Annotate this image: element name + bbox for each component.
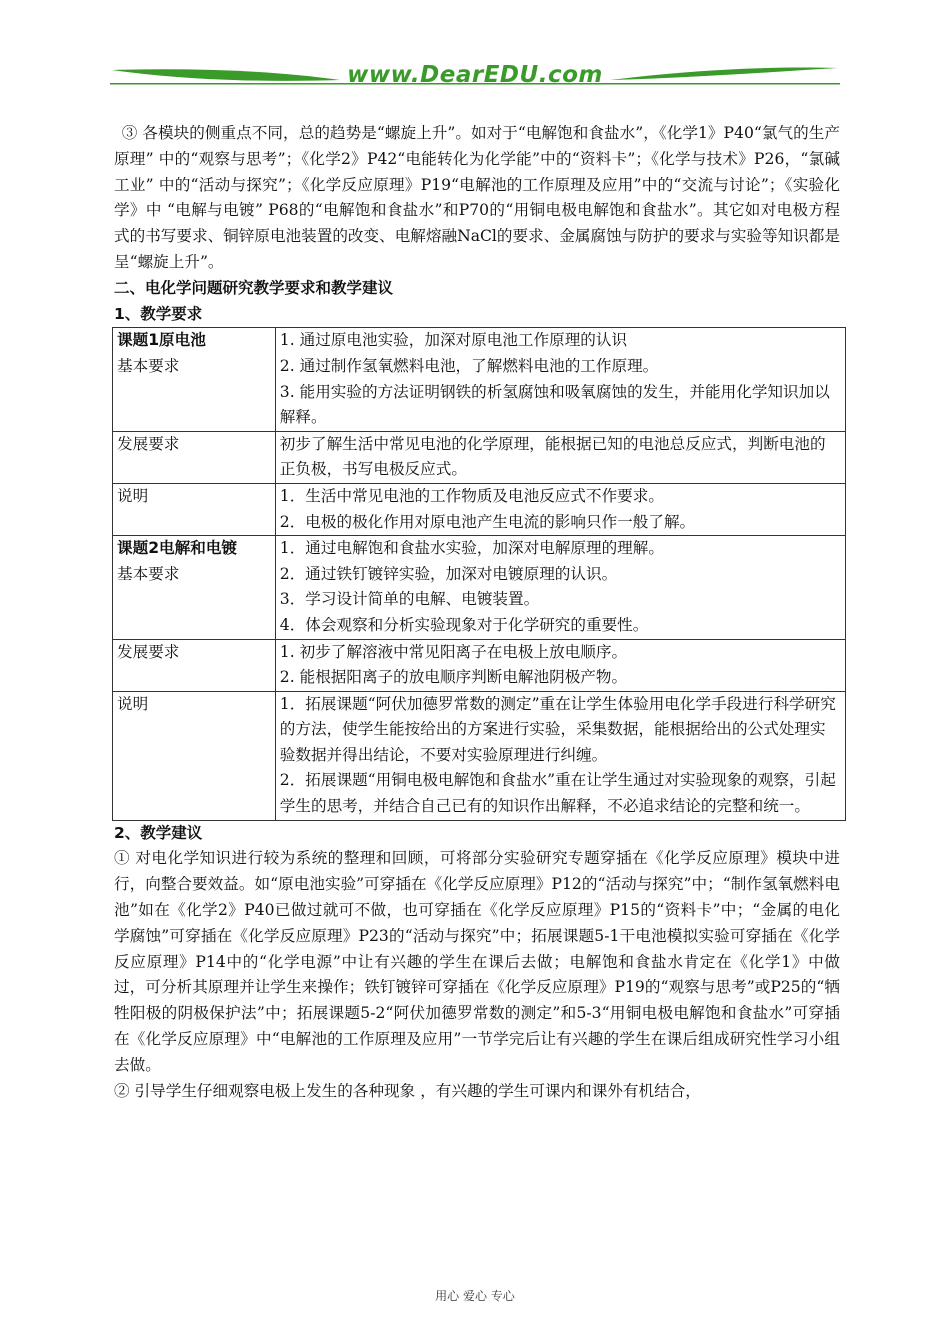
list-item: 4．体会观察和分析实验现象对于化学研究的重要性。 [279, 615, 649, 634]
list-item: 2．拓展课题“用铜电极电解饱和食盐水”重在让学生通过对实验现象的观察，引起学生的思考，并结合自己已有的知识作出解释，不必追求结论的完整和统一。 [279, 771, 836, 816]
row-label: 发展要求 [117, 642, 180, 661]
row-label: 基本要求 [117, 564, 180, 583]
list-item: 2. 能根据阳离子的放电顺序判断电解池阴极产物。 [279, 668, 628, 687]
table-cell-content [275, 691, 845, 820]
table-cell-label [113, 431, 276, 483]
table-cell-content [275, 483, 845, 535]
row-label: 发展要求 [117, 434, 180, 453]
section-two-title: 二、电化学问题研究教学要求和教学建议 [114, 278, 394, 297]
list-item: 初步了解生活中常见电池的化学原理，能根据已知的电池总反应式，判断电池的正负极，书写电极反应式。 [279, 434, 826, 479]
page-footer: 用心 爱心 专心 [435, 1289, 515, 1303]
table-cell-content [275, 431, 845, 483]
topic-title: 课题2电解和电镀 [117, 539, 238, 558]
topic-title: 课题1原电池 [117, 331, 206, 350]
intro-paragraph: ③ 各模块的侧重点不同，总的趋势是“螺旋上升”。如对于“电解饱和食盐水”，《化学1》P40“氯气的生产原理” 中的“观察与思考”；《化学2》P42“电能转化为化学能”中的“资料卡”；《化学与技术》P26，“氯碱工业” 中的“活动与探究”；《化学反应原理》P19“电解池的工作原理及应用”中的“交流与讨论”；《实验化学》中 “电解与电镀” P68的“电解饱和食盐水”和P70的“用铜电极电解饱和食盐水”。其它如对电极方程式的书写要求、铜锌原电池装置的改变、电解熔融NaCl的要求、金属腐蚀与防护的要求与实验等知识都是呈“螺旋上升”。 [114, 124, 840, 271]
list-item: 2．通过铁钉镀锌实验，加深对电镀原理的认识。 [279, 564, 618, 583]
table-row [113, 639, 846, 691]
suggestion-paragraph: ① 对电化学知识进行较为系统的整理和回顾，可将部分实验研究专题穿插在《化学反应原理》模块中进行，向整合要效益。如“原电池实验”可穿插在《化学反应原理》P12的“活动与探究”中；“制作氢氧燃料电池”如在《化学2》P40已做过就可不做，也可穿插在《化学反应原理》P15的“资料卡”中；“金属的电化学腐蚀”可穿插在《化学反应原理》P23的“活动与探究”中；拓展课题5-1干电池模拟实验可穿插在《化学反应原理》P14中的“化学电源”中让有兴趣的学生在课后去做；电解饱和食盐水肯定在《化学1》中做过，可分析其原理并让学生来操作；铁钉镀锌可穿插在《化学反应原理》P19的“观察与思考”或P25的“牺牲阳极的阴极保护法”中；拓展课题5-2“阿伏加德罗常数的测定”和5-3“用铜电极电解饱和食盐水”可穿插在《化学反应原理》中“电解池的工作原理及应用”一节学完后让有兴趣的学生在课后组成研究性学习小组去做。 [114, 849, 840, 1074]
requirements-table [112, 327, 846, 820]
teaching-requirements-title: 1、教学要求 [114, 304, 203, 323]
table-row [113, 431, 846, 483]
list-item: 1．通过电解饱和食盐水实验，加深对电解原理的理解。 [279, 539, 664, 558]
row-label: 说明 [117, 486, 149, 505]
teaching-suggestions-title: 2、教学建议 [114, 823, 203, 842]
table-row [113, 691, 846, 820]
row-label: 基本要求 [117, 356, 180, 375]
document-body [114, 121, 840, 1104]
list-item: 3．学习设计简单的电解、电镀装置。 [279, 590, 540, 609]
table-cell-content [275, 639, 845, 691]
suggestion-paragraph: ② 引导学生仔细观察电极上发生的各种现象 ，有兴趣的学生可课内和课外有机结合， [114, 1081, 701, 1100]
list-item: 1. 初步了解溶液中常见阳离子在电极上放电顺序。 [279, 642, 628, 661]
list-item: 3. 能用实验的方法证明钢铁的析氢腐蚀和吸氧腐蚀的发生，并能用化学知识加以解释。 [279, 382, 830, 427]
table-row [113, 483, 846, 535]
list-item: 1．拓展课题“阿伏加德罗常数的测定”重在让学生体验用电化学手段进行科学研究的方法，使学生能按给出的方案进行实验，采集数据，能根据给出的公式处理实验数据并得出结论，不要对实验原理进行纠缠。 [279, 694, 836, 764]
table-cell-content [275, 328, 845, 431]
table-cell-label [113, 691, 276, 820]
table-row [113, 536, 846, 639]
table-row [113, 328, 846, 431]
table-cell-label [113, 328, 276, 431]
list-item: 2．电极的极化作用对原电池产生电流的影响只作一般了解。 [279, 512, 696, 531]
table-cell-label [113, 639, 276, 691]
table-cell-label [113, 483, 276, 535]
table-cell-content [275, 536, 845, 639]
table-cell-label [113, 536, 276, 639]
list-item: 1．生活中常见电池的工作物质及电池反应式不作要求。 [279, 486, 664, 505]
site-header-banner [110, 58, 840, 100]
list-item: 2. 通过制作氢氧燃料电池，了解燃料电池的工作原理。 [279, 356, 659, 375]
row-label: 说明 [117, 694, 149, 713]
list-item: 1. 通过原电池实验，加深对原电池工作原理的认识 [279, 331, 628, 350]
site-logo-text: www.DearEDU.com [347, 62, 603, 88]
